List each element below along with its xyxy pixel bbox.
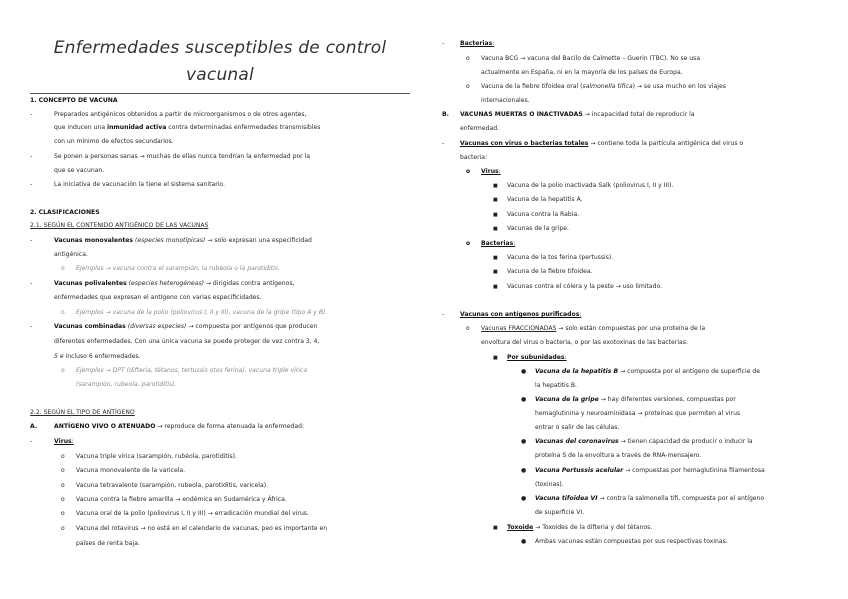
subsection-heading-contenido: 2.1. SEGÚN EL CONTENIDO ANTIGÉNICO DE LAS VACUNAS [30,222,209,229]
paragraph-line: que se vacunan. [54,167,105,174]
list-item-continuation: la hepatitis B. [535,382,577,389]
square-bullet: ■ [493,269,498,275]
dot-bullet: ● [521,438,527,445]
square-bullet: ■ [493,212,498,218]
circle-bullet: o [61,510,65,517]
list-item: Vacuna monovalente de la varicela. [76,467,186,474]
paragraph-line: enfermedad. [460,125,499,132]
dash-bullet: - [442,311,445,318]
dash-bullet: - [30,438,33,445]
circle-bullet: o [61,525,65,532]
dash-bullet: - [442,40,445,47]
list-item-continuation: proteína S de la envoltura a través de RNA-mensajero. [535,452,702,459]
circle-bullet: o [61,453,65,460]
square-bullet: ■ [493,284,498,290]
list-item: Vacuna triple vírica (sarampión, rubéola, parotiditis). [76,453,237,460]
list-item: Vacuna de la hepatitis A. [507,196,583,203]
paragraph-line: Preparados antigénicos obtenidos a partir de microorganismos o de otros agentes, [54,111,307,118]
paragraph-line: envoltura del virus o bacteria, o por las exotoxinas de las bacterias: [481,339,688,346]
paragraph-line: Vacunas FRACCIONADAS → solo están compuestas por una proteína de la [481,325,706,332]
dot-bullet: ● [521,467,527,474]
list-item: Vacunas contra el cólera y la peste → uso limitado. [507,283,663,290]
paragraph-line: diferentes enfermedades. Con una única vacuna se puede proteger de vez contra 3, 4, [54,338,320,345]
circle-bullet: o [466,240,471,247]
list-item: Vacuna tetravalente (sarampión, rubeola, parotiditis, varicela). [76,482,269,489]
title-divider [30,93,410,94]
list-item: Vacuna de la hepatitis B → compuesta por el antígeno de superficie de [535,368,761,375]
dot-bullet: ● [521,538,527,545]
circle-bullet: o [466,325,470,332]
paragraph-line: 5 e incluso 6 enfermedades. [54,353,141,360]
list-item: Vacunas de la gripe. [507,225,569,232]
dash-bullet: - [30,237,33,244]
label-virus: Virus: [54,438,74,445]
dash-bullet: - [442,140,445,147]
square-bullet: ■ [493,355,498,361]
circle-bullet: o [61,482,65,489]
label-subunidades: Por subunidades: [507,354,567,361]
dash-bullet: - [30,181,33,188]
list-item: Vacuna oral de la polio (poliovirus I, II y III) → erradicación mundial del virus. [76,510,309,517]
paragraph-line: con un mínimo de efectos secundarios. [54,138,174,145]
circle-bullet: o [466,83,470,90]
circle-bullet: o [61,309,65,316]
circle-bullet: o [61,367,65,374]
section-heading-concepto: 1. CONCEPTO DE VACUNA [30,97,118,104]
list-item: Vacunas del coronavirus → tienen capacidad de producir o inducir la [535,438,753,445]
list-item: Vacuna de la fiebre tifoidea oral (salmonella tifica) → se usa mucho en los viajes [481,83,726,90]
list-item-continuation: internacionales. [481,97,530,104]
paragraph-line: Vacunas monovalentes (especies monotípicas) → solo expresan una especificidad [54,237,312,244]
example-line: Ejemplos → DPT (difteria, tétanos, tertussis otos ferina), vacuna triple vírica [76,367,308,374]
list-item: Vacuna contra la fiebre amarilla → endémica en Sudamérica y África. [76,496,287,503]
circle-bullet: o [61,265,65,272]
paragraph-line: enfermedades que expresan el antígeno con varias especificidades. [54,294,262,301]
page-title-line2: vacunal [186,65,254,85]
circle-bullet: o [466,168,471,175]
list-item: Vacuna de la fiebre tifoidea. [507,268,593,275]
label-bacterias: Bacterias: [460,40,495,47]
circle-bullet: o [61,467,65,474]
square-bullet: ■ [493,183,498,189]
list-item: Vacuna de la tos ferina (pertussis). [507,254,614,261]
circle-bullet: o [466,55,470,62]
paragraph-line: bacteria: [460,154,488,161]
dash-bullet: - [30,323,33,330]
section-heading-clasificaciones: 2. CLASIFICACIONES [30,209,100,216]
example-line: Ejemplos → vacuna contra el sarampión, la rubéola o la parotiditis. [76,265,280,272]
circle-bullet: o [61,496,65,503]
example-line: Ejemplos → vacuna de la polio (poliovirus I, II y III), vacuna de la gripe (tipo A y B). [76,309,328,316]
square-bullet: ■ [493,525,498,531]
list-item: Vacuna Pertussis acelular → compuestas por hemaglutinina filamentosa [535,467,765,474]
list-item: Vacuna de la gripe → hay diferentes versiones, compuestas por [535,396,736,403]
square-bullet: ■ [493,255,498,261]
square-bullet: ■ [493,226,498,232]
letter-b: B. [442,111,449,118]
dot-bullet: ● [521,368,527,375]
list-item-continuation: hemaglutinina y neuroaminidasa → proteínas que permiten al virus [535,410,741,417]
dash-bullet: - [30,111,33,118]
list-item-continuation: (toxinas). [535,481,564,488]
list-item: Toxoide → Toxoides de la difteria y del tétanos. [507,524,653,531]
list-item: Vacuna tifoidea VI → contra la salmonella tifi, compuesta por el antígeno [535,495,765,502]
paragraph-line: antigénica. [54,251,88,258]
list-item: Vacuna contra la Rabia. [507,211,580,218]
square-bullet: ■ [493,197,498,203]
list-item: Vacuna de la polio inactivada Salk (poliovirus I, II y III). [507,182,674,189]
heading-vacunas-muertas: VACUNAS MUERTAS O INACTIVADAS → incapacidad total de reproducir la [460,111,695,118]
label-bacterias: Bacterias: [481,240,516,247]
heading-antigenos-purificados: Vacunas con antígenos purificados: [460,311,582,318]
list-item-continuation: entrar o salir de las células. [535,424,620,431]
paragraph-line: Vacunas combinadas (diversas especies) → compuesta por antígenos que producen [54,323,318,330]
paragraph-line: Se ponen a personas sanas → muchas de ellas nunca tendrían la enfermedad por la [54,153,311,160]
label-virus: Virus: [481,168,501,175]
paragraph-line: Vacunas polivalentes (especies heterogéneas) → dirigidas contra antígenos, [54,280,295,287]
list-item-continuation: de superficie VI. [535,509,585,516]
subsection-heading-tipo: 2.2. SEGÚN EL TIPO DE ANTÍGENO [30,409,135,416]
dash-bullet: - [30,280,33,287]
paragraph-line: La iniciativa de vacunación la tiene el sistema sanitario. [54,181,225,188]
list-item-continuation: actualmente en España, ni en la mayoría de los países de Europa. [481,69,683,76]
paragraph-line: Vacunas con virus o bacterias totales → contiene toda la partícula antigénica del virus o [460,140,744,147]
list-item: Ambas vacunas están compuestas por sus respectivas toxinas. [535,538,728,545]
dot-bullet: ● [521,495,527,502]
paragraph-line: que inducen una inmunidad activa contra determinadas enfermedades transmisibles [54,124,321,131]
example-line: (sarampión, rubeola, parotiditis). [76,381,177,388]
dash-bullet: - [30,153,33,160]
list-item: Vacuna del rotavirus → no está en el calendario de vacunas, peo es importante en [76,525,328,532]
dot-bullet: ● [521,396,527,403]
list-item-continuation: países de renta baja. [76,540,140,547]
list-item: Vacuna BCG → vacuna del Bacilo de Calmette – Guerin (TBC). No se usa [481,55,701,62]
letter-a: A. [30,423,38,430]
heading-antigeno-vivo: ANTÍGENO VIVO O ATENUADO → reproduce de forma atenuada la enfermedad: [54,423,305,430]
page-title-line1: Enfermedades susceptibles de control [53,38,387,58]
